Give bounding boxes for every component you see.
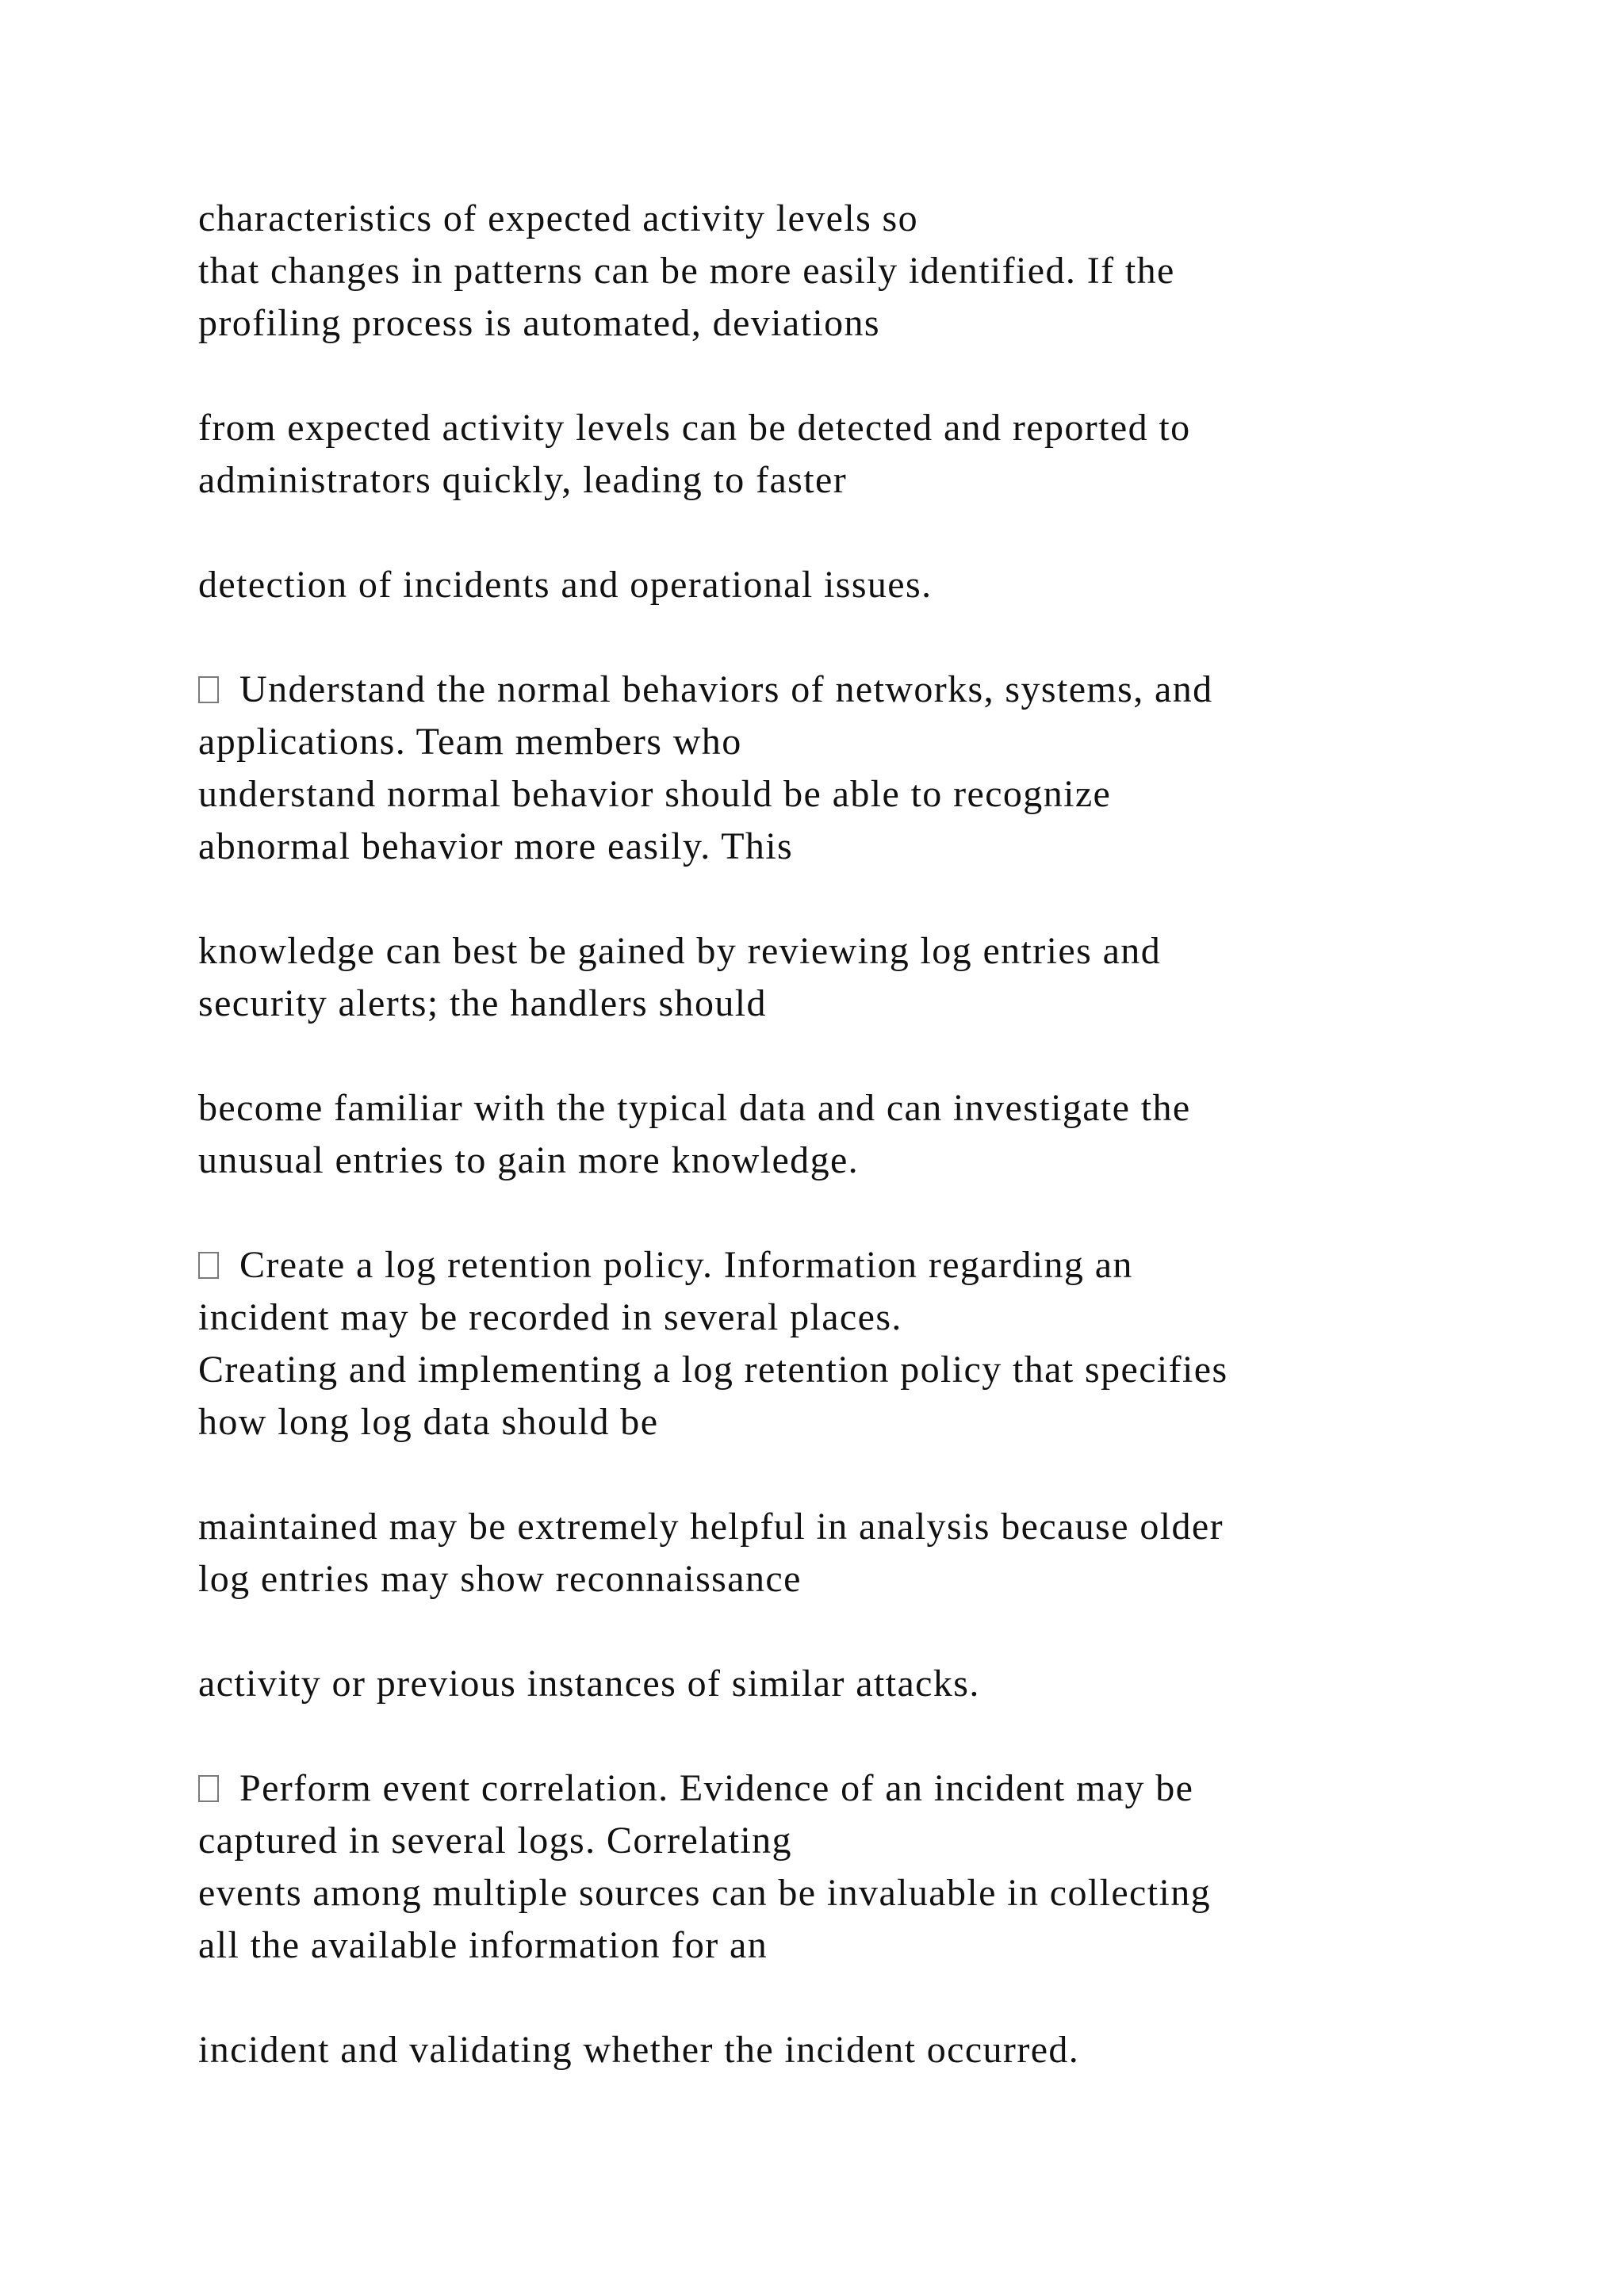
text-line: log entries may show reconnaissance [198, 1558, 802, 1600]
text-line: security alerts; the handlers should [198, 982, 767, 1024]
text-line: from expected activity levels can be detected and reported to [198, 407, 1191, 449]
bullet-line [198, 1767, 1194, 1809]
bullet-icon [198, 1252, 219, 1279]
text-line: Creating and implementing a log retention policy that specifies [198, 1349, 1228, 1391]
text-line: administrators quickly, leading to faster [198, 459, 848, 501]
bullet-line [198, 668, 1213, 710]
text-line: applications. Team members who [198, 721, 742, 763]
text-line: incident and validating whether the incident occurred. [198, 2029, 1080, 2071]
text-line: that changes in patterns can be more easily identified. If the [198, 250, 1175, 292]
text-line: maintained may be extremely helpful in analysis because older [198, 1506, 1224, 1548]
text-line: detection of incidents and operational issues. [198, 564, 933, 606]
bullet-line [198, 1246, 1133, 1284]
text-line: incident may be recorded in several places. [198, 1296, 902, 1338]
text-line: profiling process is automated, deviations [198, 302, 880, 344]
text-line: how long log data should be [198, 1401, 659, 1443]
text-line: activity or previous instances of similar attacks. [198, 1663, 980, 1705]
bullet-text: Perform event correlation. Evidence of an incident may be [239, 1767, 1194, 1809]
text-line: become familiar with the typical data and can investigate the [198, 1087, 1191, 1129]
text-line: events among multiple sources can be invaluable in collecting [198, 1872, 1212, 1914]
text-line: unusual entries to gain more knowledge. [198, 1139, 860, 1181]
bullet-icon [198, 676, 219, 703]
text-line: captured in several logs. Correlating [198, 1820, 792, 1862]
text-line: abnormal behavior more easily. This [198, 825, 794, 867]
text-line: characteristics of expected activity levels so [198, 197, 919, 239]
text-line: all the available information for an [198, 1924, 768, 1966]
bullet-icon [198, 1775, 219, 1802]
bullet-text: Create a log retention policy. Information regarding an [239, 1244, 1133, 1286]
text-line: knowledge can best be gained by reviewing log entries and [198, 930, 1162, 972]
bullet-text: Understand the normal behaviors of networks, systems, and [239, 668, 1213, 710]
text-line: understand normal behavior should be able to recognize [198, 773, 1112, 815]
